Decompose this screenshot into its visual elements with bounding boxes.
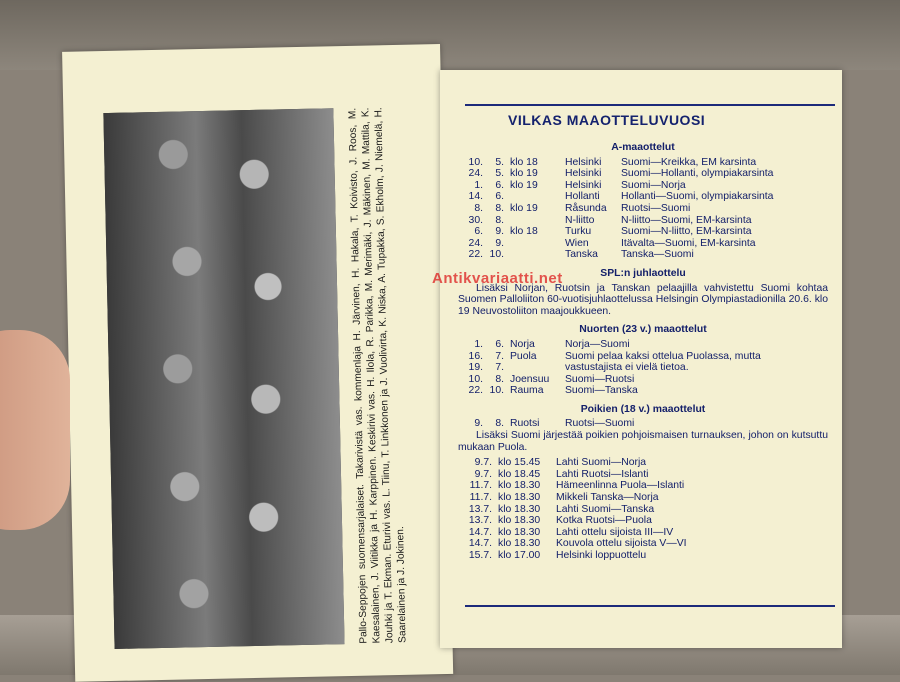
a-matches-list	[458, 157, 828, 261]
list-item: 11.7. klo 18.30 Hämeenlinna Puola—Islanti	[469, 480, 685, 492]
list-item: 13.7. klo 18.30 Kotka Ruotsi—Puola	[468, 515, 652, 527]
page-title: VILKAS MAAOTTELUVUOSI	[508, 112, 706, 128]
list-item: 8. 8. klo 19 Råsunda Ruotsi—Suomi	[474, 202, 691, 214]
list-item: 9.7. klo 18.45 Lahti Ruotsi—Islanti	[474, 468, 649, 480]
list-item: 10. 8. Joensuu Suomi—Ruotsi	[468, 373, 635, 385]
list-item: 13.7. klo 18.30 Lahti Suomi—Tanska	[468, 503, 655, 515]
right-page	[440, 70, 842, 648]
spl-paragraph: Lisäksi Norjan, Ruotsin ja Tanskan pelaajilla vahvistettu Suomi kohtaa Suomen Palloliiton 60-vuotisjuhlaottelussa Helsingin Olympiastadionilla 20.6. klo 19 Neuvostoliiton maajoukkueen.	[458, 282, 828, 317]
youth-matches-list	[458, 339, 828, 397]
list-item: 10. 5. klo 18 Helsinki Suomi—Kreikka, EM karsinta	[468, 156, 757, 168]
list-item: 14.7. klo 18.30 Lahti ottelu sijoista III—IV	[468, 526, 674, 538]
team-photo	[103, 108, 344, 649]
watermark: Antikvariaatti.net	[432, 270, 563, 287]
list-item: 9. 8. Ruotsi Ruotsi—Suomi	[474, 418, 635, 430]
list-item: 24. 5. klo 19 Helsinki Suomi—Hollanti, olympiakarsinta	[468, 168, 774, 180]
list-item: 22. 10. Rauma Suomi—Tanska	[468, 385, 638, 397]
list-item: 15.7. klo 17.00 Helsinki loppuottelu	[468, 550, 647, 561]
section-title-youth: Nuorten (23 v.) maaottelut	[579, 324, 707, 336]
list-item: 30. 8. N-liitto N-liitto—Suomi, EM-karsinta	[468, 214, 752, 226]
thumb	[0, 330, 70, 530]
list-item: 16. 7. Puola Suomi pelaa kaksi ottelua Puolassa, mutta	[468, 350, 761, 362]
photo-caption: Pallo-Seppojen suomensarjalaiset. Takarivistä vas. kommenlaja H. Järvinen, H. Hakala, T. Koivisto, J. Roos, M. Kaesalainen, J. Viitikka ja H. Karppinen. Keskirivi vas. H. Ilola, R. Parikka, M. Merimäki, J. Mäkinen, M. Mattila, K. Jouhki ja T. Ekman. Eturivi vas. L. Tiinu, T. Linkkonen ja J. Vuolivirta, K. Niska, A. Tupakka, S. Ekholm, J. Niemelä, H. Saarelainen ja J. Jokinen.	[347, 107, 409, 644]
boys-paragraph: Lisäksi Suomi järjestää poikien pohjoismaisen turnauksen, johon on kutsuttu mukaan Puola.	[458, 430, 828, 453]
list-item: 24. 9. Wien Itävalta—Suomi, EM-karsinta	[468, 237, 756, 249]
schedule-content	[458, 132, 828, 562]
section-title-boys: Poikien (18 v.) maaottelut	[580, 403, 706, 415]
list-item: 9.7. klo 15.45 Lahti Suomi—Norja	[474, 457, 647, 469]
list-item: 19. 7. vastustajista ei vielä tietoa.	[468, 362, 689, 374]
list-item: 1. 6. klo 19 Helsinki Suomi—Norja	[474, 179, 686, 191]
section-title-a: A-maaottelut	[611, 142, 675, 153]
list-item: 11.7. klo 18.30 Mikkeli Tanska—Norja	[469, 492, 659, 504]
section-title-spl: SPL:n juhlaottelu	[600, 267, 686, 279]
list-item: 22. 10. Tanska Tanska—Suomi	[468, 249, 694, 261]
bottom-rule	[465, 605, 835, 607]
list-item: 14. 6. Hollanti Hollanti—Suomi, olympiakarsinta	[468, 191, 774, 203]
list-item: 1. 6. Norja Norja—Suomi	[474, 338, 630, 350]
list-item: 14.7. klo 18.30 Kouvola ottelu sijoista V—VI	[468, 538, 687, 550]
top-rule	[465, 104, 835, 106]
left-page	[62, 44, 453, 682]
list-item: 6. 9. klo 18 Turku Suomi—N-liitto, EM-karsinta	[474, 226, 752, 238]
boys-tournament-list	[458, 457, 828, 561]
